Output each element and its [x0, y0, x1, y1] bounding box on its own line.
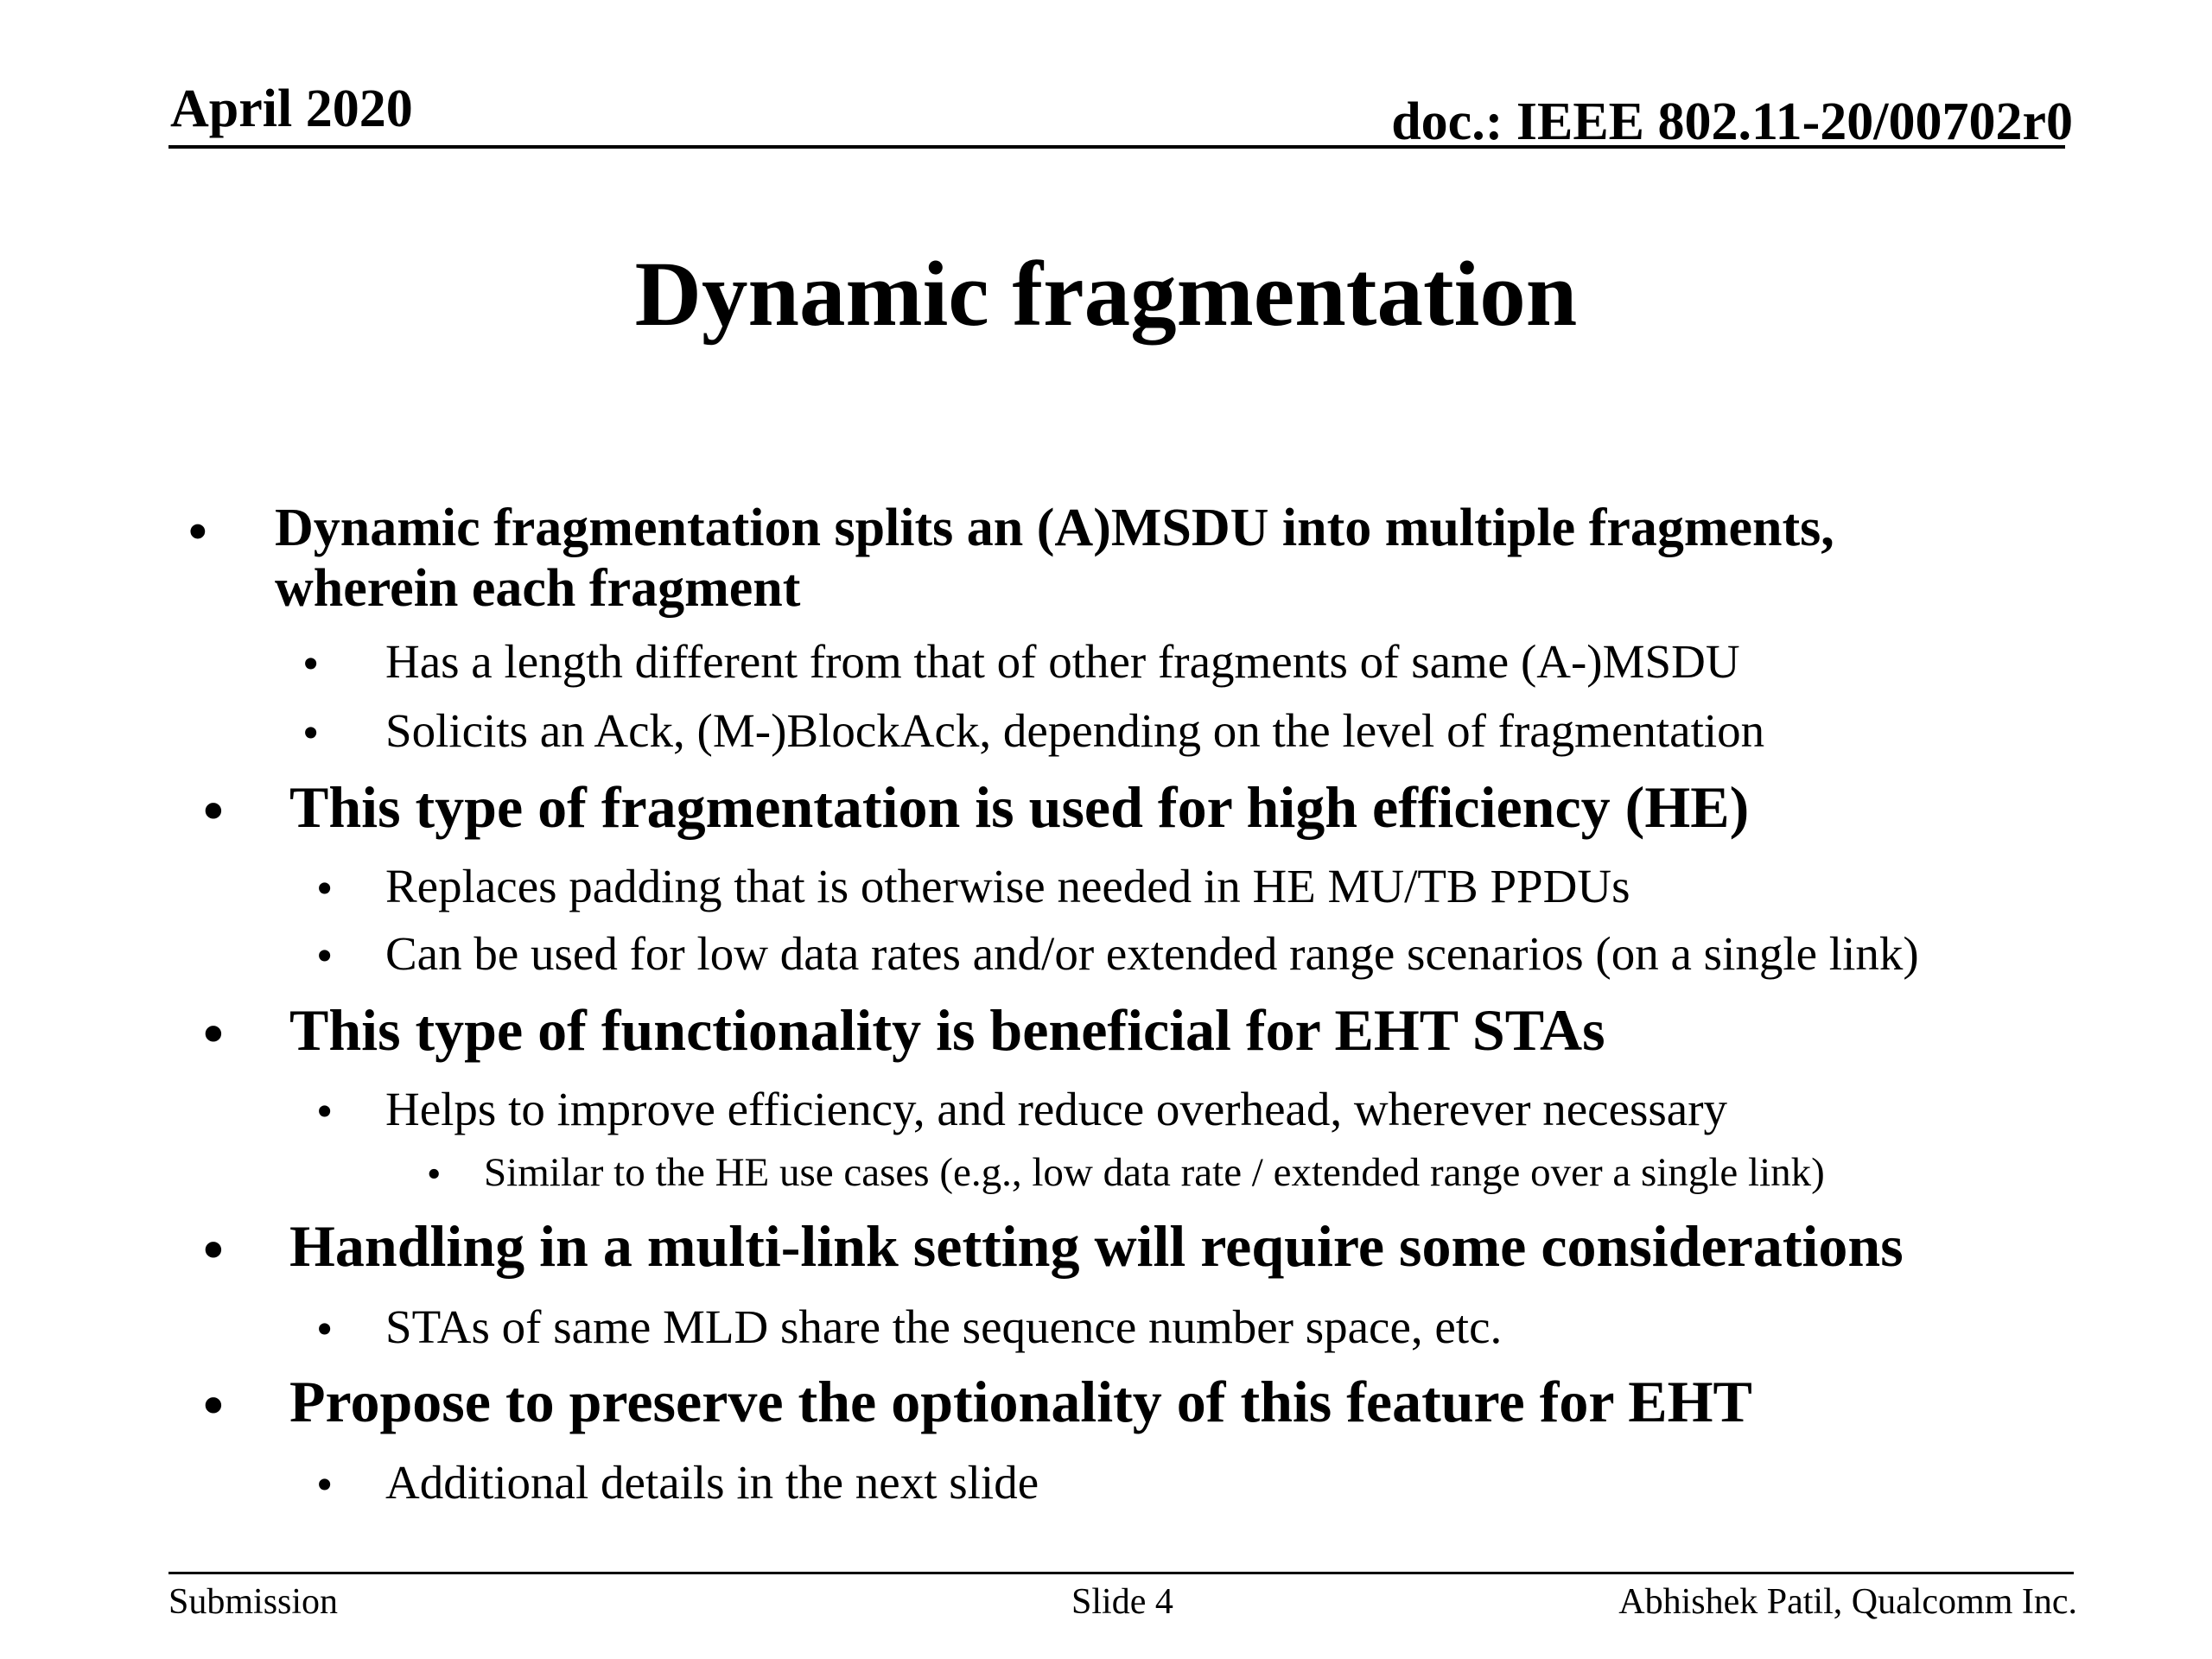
bullet-marker: • [316, 861, 334, 914]
bullet-marker: • [316, 929, 334, 982]
footer-divider [168, 1572, 2074, 1574]
bullet-2-sub-2: Can be used for low data rates and/or extended range scenarios (on a single link) [385, 927, 1919, 980]
bullet-marker: • [316, 1084, 334, 1137]
bullet-marker: • [203, 1217, 224, 1282]
bullet-3-text: This type of functionality is beneficial for EHT STAs [289, 997, 1605, 1063]
bullet-1-sub-1: Has a length different from that of other fragments of same (A-)MSDU [385, 635, 1740, 688]
slide-title: Dynamic fragmentation [634, 244, 1578, 346]
bullet-marker: • [203, 1001, 224, 1066]
bullet-3-sub-1: Helps to improve efficiency, and reduce overhead, wherever necessary [385, 1083, 1728, 1135]
bullet-1-line-1: Dynamic fragmentation splits an (A)MSDU into multiple fragments, [275, 499, 1834, 557]
bullet-4-sub-1: STAs of same MLD share the sequence number space, etc. [385, 1300, 1503, 1353]
bullet-1-sub-2: Solicits an Ack, (M-)BlockAck, depending on the level of fragmentation [385, 704, 1765, 757]
bullet-marker: • [203, 1372, 224, 1438]
bullet-2-text: This type of fragmentation is used for high efficiency (HE) [289, 774, 1750, 840]
bullet-marker: • [427, 1152, 442, 1197]
header-doc-id: doc.: IEEE 802.11-20/00702r0 [1391, 92, 2073, 151]
bullet-1-line-2: wherein each fragment [275, 559, 801, 618]
header-date: April 2020 [170, 79, 413, 138]
bullet-marker: • [188, 503, 207, 562]
bullet-marker: • [203, 778, 224, 843]
bullet-4-text: Handling in a multi-link setting will require some considerations [289, 1213, 1904, 1279]
bullet-marker: • [302, 706, 320, 759]
bullet-marker: • [302, 637, 320, 690]
bullet-marker: • [316, 1302, 334, 1355]
bullet-5-sub-1: Additional details in the next slide [385, 1456, 1039, 1509]
bullet-2-sub-1: Replaces padding that is otherwise needed in HE MU/TB PPDUs [385, 860, 1630, 912]
footer-author: Abhishek Patil, Qualcomm Inc. [1618, 1582, 2077, 1622]
bullet-marker: • [316, 1458, 334, 1510]
footer-slide-number: Slide 4 [1071, 1582, 1173, 1622]
header-divider [168, 145, 2065, 149]
bullet-3-sub-1-1: Similar to the HE use cases (e.g., low data rate / extended range over a single link) [484, 1150, 1825, 1195]
footer-submission: Submission [168, 1582, 339, 1622]
bullet-5-text: Propose to preserve the optionality of this feature for EHT [289, 1369, 1752, 1434]
